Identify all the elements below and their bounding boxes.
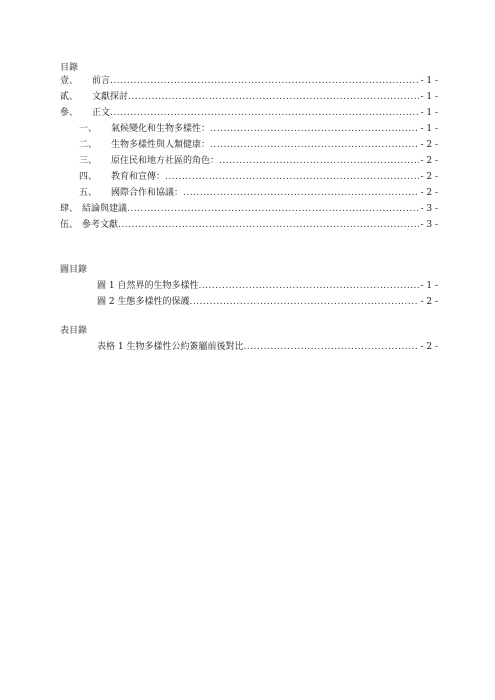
dot-leader bbox=[198, 280, 419, 293]
toc-entry-number: 貳、 bbox=[60, 92, 79, 102]
toc-entry-number: 壹、 bbox=[60, 76, 79, 86]
dot-leader bbox=[110, 107, 419, 120]
toc-entry-number: 五、 bbox=[79, 188, 98, 198]
figure-entry[interactable] bbox=[97, 296, 438, 309]
toc-entry-page: - 2 - bbox=[420, 172, 438, 182]
toc-entry[interactable] bbox=[79, 171, 438, 184]
figures-title: 圖目錄 bbox=[60, 265, 88, 275]
toc-entry-page: - 2 - bbox=[420, 188, 438, 198]
figure-entry[interactable] bbox=[97, 280, 438, 293]
toc-entry-text: 正文 bbox=[92, 108, 111, 118]
dot-leader bbox=[243, 341, 419, 354]
dot-leader bbox=[210, 139, 419, 152]
toc-entry-text: 教育和宣傳： bbox=[111, 172, 166, 182]
toc-entry-number: 伍、 bbox=[60, 220, 79, 230]
toc-entry-text: 原住民和地方社區的角色： bbox=[111, 156, 220, 166]
toc-entry-text: 氣候變化和生物多樣性： bbox=[111, 124, 211, 134]
toc-entry-text: 結論與建議 bbox=[82, 204, 128, 214]
toc-entry[interactable] bbox=[60, 75, 438, 88]
toc-entry[interactable] bbox=[60, 203, 438, 216]
dot-leader bbox=[219, 155, 419, 168]
toc-entry-text: 生物多樣性與人類健康： bbox=[111, 140, 211, 150]
toc-entry-number: 二、 bbox=[79, 140, 98, 150]
toc-entry-text: 參考文獻 bbox=[82, 220, 119, 230]
dot-leader bbox=[127, 203, 419, 216]
toc-entry[interactable] bbox=[79, 123, 438, 136]
toc-entry-page: - 1 - bbox=[420, 108, 438, 118]
toc-entry[interactable] bbox=[79, 139, 438, 152]
toc-entry-page: - 1 - bbox=[420, 92, 438, 102]
table-entry[interactable] bbox=[97, 341, 438, 354]
toc-entry-page: - 2 - bbox=[420, 156, 438, 166]
toc-entry[interactable] bbox=[60, 91, 438, 104]
figure-entry-text: 圖 2 生態多樣性的保護 bbox=[97, 297, 190, 307]
dot-leader bbox=[128, 91, 419, 104]
dot-leader bbox=[189, 296, 419, 309]
toc-entry-text: 文獻探討 bbox=[92, 92, 129, 102]
toc-entry-number: 肆、 bbox=[60, 204, 79, 214]
toc-entry-number: 一、 bbox=[79, 124, 98, 134]
toc-entry-number: 三、 bbox=[79, 156, 98, 166]
toc-entry-text: 前言 bbox=[92, 76, 111, 86]
toc-entry[interactable] bbox=[79, 187, 438, 200]
toc-title: 目錄 bbox=[60, 63, 79, 73]
tables-title: 表目錄 bbox=[60, 326, 88, 336]
table-entry-text: 表格 1 生物多樣性公約簽屬前後對比 bbox=[97, 342, 244, 352]
toc-entry-page: - 1 - bbox=[420, 76, 438, 86]
toc-entry-number: 參、 bbox=[60, 108, 79, 118]
dot-leader bbox=[165, 171, 419, 184]
toc-entry-page: - 3 - bbox=[420, 220, 438, 230]
dot-leader bbox=[210, 123, 419, 136]
toc-entry-page: - 1 - bbox=[420, 124, 438, 134]
toc-entry-number: 四、 bbox=[79, 172, 98, 182]
toc-entry-text: 國際合作和協議： bbox=[111, 188, 184, 198]
toc-entry[interactable] bbox=[60, 107, 438, 120]
toc-entry[interactable] bbox=[79, 155, 438, 168]
dot-leader bbox=[110, 75, 419, 88]
toc-entry[interactable] bbox=[60, 219, 438, 232]
dot-leader bbox=[118, 219, 419, 232]
figure-entry-text: 圖 1 自然界的生物多樣性 bbox=[97, 281, 199, 291]
table-entry-page: - 2 - bbox=[420, 342, 438, 352]
figure-entry-page: - 1 - bbox=[420, 281, 438, 291]
dot-leader bbox=[183, 187, 419, 200]
figure-entry-page: - 2 - bbox=[420, 297, 438, 307]
toc-entry-page: - 3 - bbox=[420, 204, 438, 214]
toc-entry-page: - 2 - bbox=[420, 140, 438, 150]
